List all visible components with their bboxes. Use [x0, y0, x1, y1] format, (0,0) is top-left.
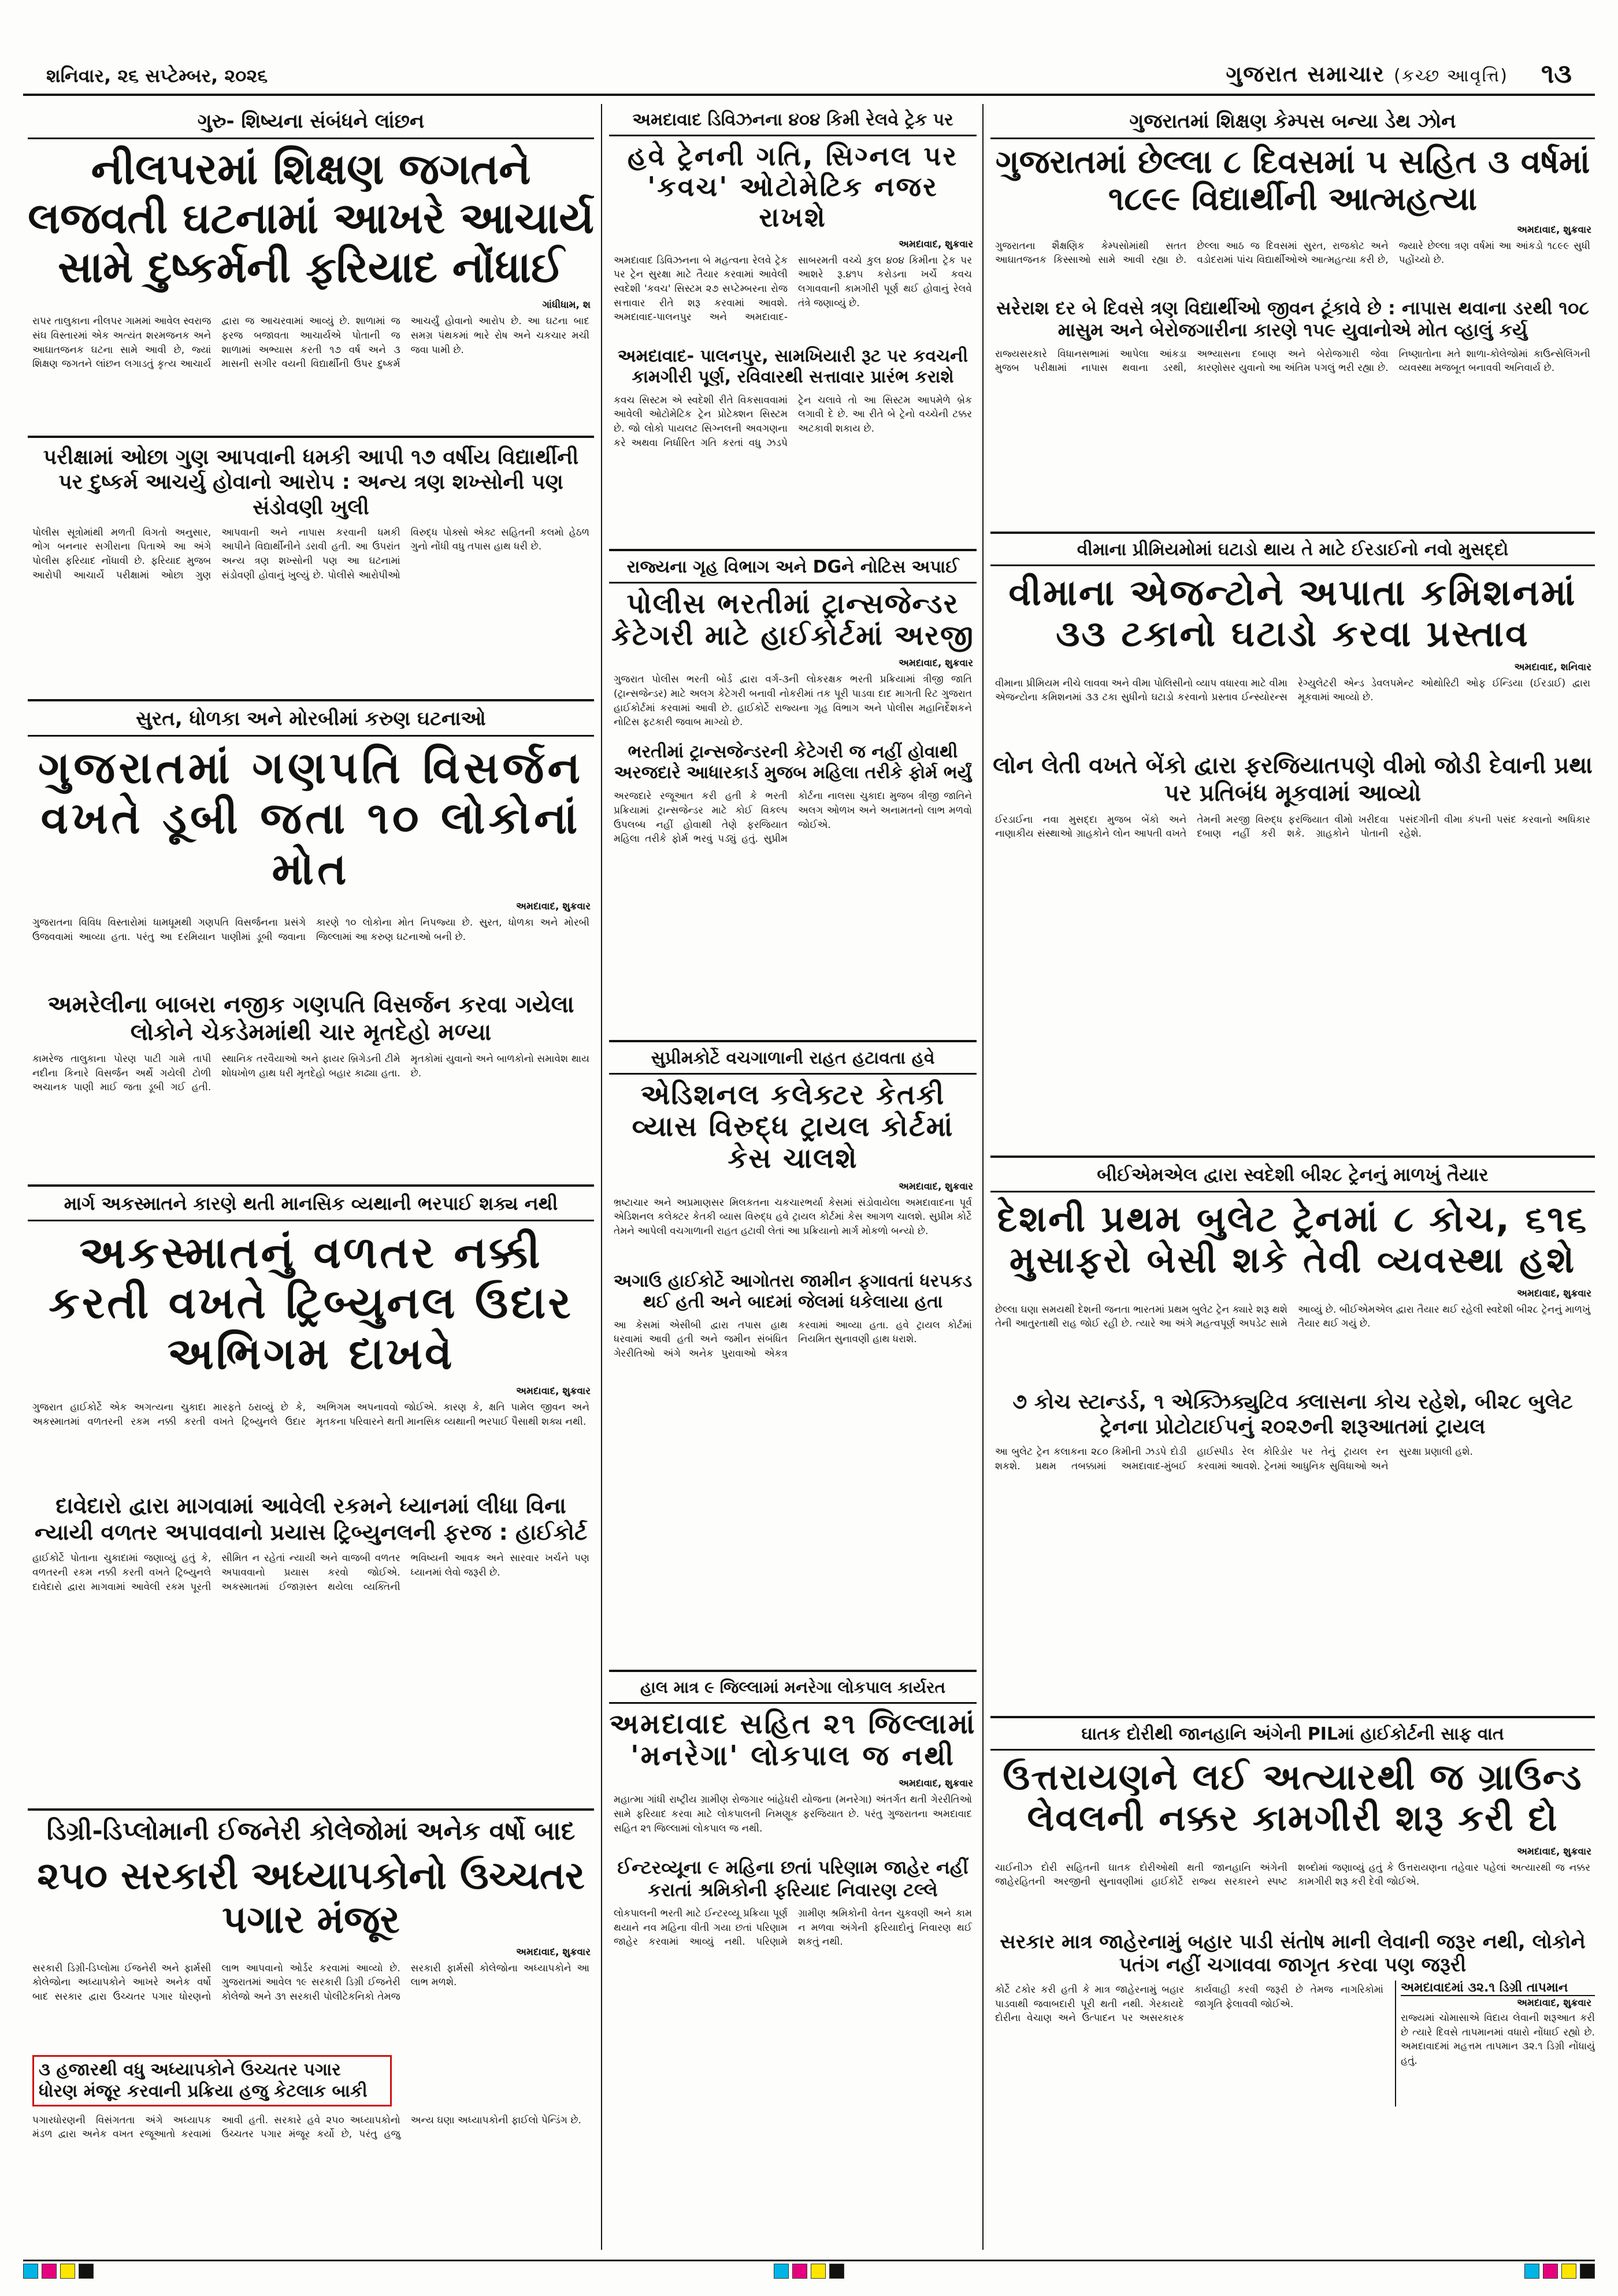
article-subhead: અગાઉ હાઈકોર્ટે આગોતરા જામીન ફગાવતાં ધરપકડ થઈ હતી અને બાદમાં જેલમાં ધકેલાયા હતા: [613, 1270, 973, 1312]
color-swatches: [23, 2264, 94, 2283]
article-subhead: દાવેદારો દ્વારા માગવામાં આવેલી રકમને ધ્યાનમાં લીધા વિના ન્યાયી વળતર અપાવવાનો પ્રયાસ ટ્રિબ્યુનલની ફરજ : હાઈકોર્ટ: [34, 1493, 588, 1545]
footer-rule: [23, 2260, 1595, 2261]
article-dateline: અમદાવાદ, શુક્રવાર: [899, 238, 973, 250]
weather-heading: અમદાવાદમાં ૩૨.૧ ડિગ્રી તાપમાન: [1401, 1981, 1595, 1996]
article-lower-row: [990, 1981, 1595, 2106]
article-body: અરજદારે રજૂઆત કરી હતી કે ભરતી પ્રક્રિયામાં ટ્રાન્સજેન્ડર માટે કોઈ વિકલ્પ ઉપલબ્ધ નહીં હોવાથી તેણે ફરજિયાત મહિલા તરીકે ફોર્મ ભરવું પડ્યું હતું. સુપ્રીમ કોર્ટના નાલસા ચુકાદા મુજબ ત્રીજી જાતિને અલગ ઓળખ અને અનામતનો લાભ મળવો જોઈએ.: [614, 790, 972, 845]
article-subhead: અમદાવાદ- પાલનપુર, સામખિયારી રૂટ પર કવચની કામગીરી પૂર્ણ, રવિવારથી સત્તાવાર પ્રારંભ કરાશે: [617, 345, 968, 387]
article-kicker: અમદાવાદ ડિવિઝનના ૪૦૪ કિમી રેલવે ટ્રેક પર: [609, 104, 977, 136]
article-headline: હવે ટ્રેનની ગતિ, સિગ્નલ પર 'કવચ' ઓટોમેટિક નજર રાખશે: [627, 140, 959, 233]
edition-label: (કચ્છ આવૃત્તિ): [1394, 66, 1508, 86]
cyan-swatch: [1524, 2264, 1539, 2279]
article-subhead: સરેરાશ દર બે દિવસે ત્રણ વિદ્યાર્થીઓ જીવન ટૂંકાવે છે : નાપાસ થવાના ડરથી ૧૦૮ માસુમ અને બેરોજગારીના કારણે ૧૫૯ યુવાનોએ મોત વ્હાલું કર્યુ: [996, 296, 1589, 341]
cyan-swatch: [774, 2264, 789, 2279]
article-dateline: અમદાવાદ, શનિવાર: [1514, 661, 1591, 673]
article-body: મહાત્મા ગાંધી રાષ્ટ્રીય ગ્રામીણ રોજગાર બાંહેધરી યોજના (મનરેગા) અંતર્ગત થતી ગેરરીતિઓ સામે ફરિયાદ કરવા માટે લોકપાલની નિમણૂક ફરજિયાત છે. પરંતુ ગુજરાતના અમદાવાદ સહિત ૨૧ જિલ્લામાં લોકપાલ જ નથી.: [614, 1794, 972, 1834]
article-dateline: અમદાવાદ, શુક્રવાર: [1517, 1845, 1591, 1857]
color-swatches: [774, 2264, 844, 2283]
article-teacher-case: [28, 104, 594, 693]
article-student-suicides: [990, 104, 1595, 520]
column-divider: [601, 104, 602, 2250]
article-body: વીમાના પ્રીમિયમ નીચે લાવવા અને વીમા પોલિસીનો વ્યાપ વધારવા માટે વીમા એજન્ટોના કમિશનમાં ૩૩ ટકા સુધીનો ઘટાડો કરવાનો પ્રસ્તાવ ઈન્સ્યોરન્સ રેગ્યુલેટરી એન્ડ ડેવલપમેન્ટ ઓથોરિટી ઓફ ઈન્ડિયા (ઈરડાઈ) દ્વારા મૂકવામાં આવ્યો છે.: [995, 677, 1590, 704]
article-body: ઈરડાઈના નવા મુસદ્દા મુજબ બેંકો અને નાણાકીય સંસ્થાઓ ગ્રાહકોને લોન આપતી વખતે તેમની મરજી વિરુદ્ધ ફરજિયાત વીમો ખરીદવા દબાણ નહીં કરી શકે. ગ્રાહકોને પોતાની પસંદગીની વીમા કંપની પસંદ કરવાનો અધિકાર રહેશે.: [995, 813, 1590, 840]
highlight-box: ૩ હજારથી વધુ અધ્યાપકોને ઉચ્ચતર પગાર ધોરણ મંજૂર કરવાની પ્રક્રિયા હજુ કેટલાક બાકી: [32, 2055, 392, 2106]
print-registration-marks: [23, 2264, 1595, 2283]
article-bullet-train: [990, 1156, 1595, 1707]
article-body: કોર્ટે ટકોર કરી હતી કે માત્ર જાહેરનામું બહાર પાડવાથી જવાબદારી પૂરી થતી નથી. ગેરકાયદે દોરીના વેચાણ અને ઉત્પાદન પર અસરકારક કાર્યવાહી કરવી જરૂરી છે તેમજ નાગરિકોમાં જાગૃતિ ફેલાવવી જોઈએ.: [995, 1984, 1383, 2024]
masthead: [23, 40, 1595, 96]
article-body: પોલીસ સૂત્રોમાંથી મળતી વિગતો અનુસાર, ભોગ બનનાર સગીરાના પિતાએ આ અંગે પોલીસ ફરિયાદ નોંધાવી છે. ફરિયાદ મુજબ આરોપી આચાર્યે પરીક્ષામાં ઓછા ગુણ આપવાની અને નાપાસ કરવાની ધમકી આપીને વિદ્યાર્થીનીને ડરાવી હતી. આ ઉપરાંત અન્ય ત્રણ શખ્સોની પણ આ ઘટનામાં સંડોવણી હોવાનું ખુલ્યું છે. પોલીસે આરોપીઓ વિરુદ્ધ પોક્સો એક્ટ સહિતની કલમો હેઠળ ગુનો નોંધી વધુ તપાસ હાથ ધરી છે.: [32, 526, 589, 581]
article-kicker: ડિગ્રી-ડિપ્લોમાની ઈજનેરી કોલેજોમાં અનેક વર્ષો બાદ: [46, 1816, 576, 1846]
article-headline: દેશની પ્રથમ બુલેટ ટ્રેનમાં ૮ કોચ, ૬૧૬ મુસાફરો બેસી શકે તેવી વ્યવસ્થા હશે: [997, 1198, 1589, 1281]
article-body: આ બુલેટ ટ્રેન કલાકના ૨૮૦ કિમીની ઝડપે દોડી શકશે. પ્રથમ તબક્કામાં અમદાવાદ-મુંબઈ હાઈસ્પીડ રેલ કોરિડોર પર તેનું ટ્રાયલ રન કરવામાં આવશે. ટ્રેનમાં આધુનિક સુવિધાઓ અને સુરક્ષા પ્રણાલી હશે.: [995, 1446, 1473, 1472]
article-engineering-faculty: [28, 1808, 594, 2227]
article-kavach: [609, 104, 977, 543]
article-body: પગારધોરણની વિસંગતતા અંગે અધ્યાપક મંડળ દ્વારા અનેક વખત રજૂઆતો કરવામાં આવી હતી. સરકારે હવે ૨૫૦ અધ્યાપકોનો ઉચ્ચતર પગાર મંજૂર કર્યો છે, પરંતુ હજુ અન્ય ઘણા અધ્યાપકોની ફાઈલો પેન્ડિંગ છે.: [32, 2114, 581, 2141]
masthead-paper-name: [1226, 61, 1508, 87]
article-dateline: અમદાવાદ, શુક્રવાર: [516, 901, 591, 913]
article-headline: એડિશનલ કલેક્ટર કેતકી વ્યાસ વિરુદ્ધ ટ્રાયલ કોર્ટમાં કેસ ચાલશે: [632, 1079, 954, 1175]
weather-dateline: અમદાવાદ, શુક્રવાર: [1517, 1997, 1591, 2009]
article-kicker: ગુરુ- શિષ્યના સંબંધને લાંછન: [28, 104, 594, 139]
column-left: [28, 104, 594, 2242]
article-headline: અમદાવાદ સહિત ૨૧ જિલ્લામાં 'મનરેગા' લોકપાલ જ નથી: [609, 1708, 977, 1773]
article-kicker: બીઈએમએલ દ્વારા સ્વદેશી બી૨૮ ટ્રેનનું માળખું તૈયાર: [990, 1158, 1595, 1192]
article-kicker: સુપ્રીમકોર્ટે વચગાળાની રાહત હટાવતા હવે: [609, 1042, 977, 1075]
article-body: હાઈકોર્ટે પોતાના ચુકાદામાં જણાવ્યું હતું કે, વળતરની રકમ નક્કી કરતી વખતે ટ્રિબ્યુનલે દાવેદારો દ્વારા માગવામાં આવેલી રકમ પૂરતી સીમિત ન રહેતાં ન્યાયી અને વાજબી વળતર અપાવવાનો પ્રયાસ કરવો જોઈએ. અકસ્માતમાં ઈજાગ્રસ્ત થયેલા વ્યક્તિની ભવિષ્યની આવક અને સારવાર ખર્ચને પણ ધ્યાનમાં લેવો જરૂરી છે.: [32, 1552, 589, 1593]
weather-body: રાજ્યમાં ચોમાસાએ વિદાય લેવાની શરૂઆત કરી છે ત્યારે દિવસે તાપમાનમાં વધારો નોંધાઈ રહ્યો છે. અમદાવાદમાં મહત્તમ તાપમાન ૩૨.૧ ડિગ્રી નોંધાયું હતું.: [1401, 2012, 1595, 2067]
article-subhead: ૭ કોચ સ્ટાન્ડર્ડ, ૧ એક્ઝિક્યુટિવ ક્લાસના કોચ રહેશે, બી૨૮ બુલેટ ટ્રેનના પ્રોટોટાઈપનું ૨૦૨૭ની શરૂઆતમાં ટ્રાયલ: [1012, 1390, 1573, 1439]
yellow-swatch: [811, 2264, 826, 2279]
color-swatches: [1524, 2264, 1595, 2283]
column-right: [990, 104, 1595, 2242]
black-swatch: [1580, 2264, 1595, 2279]
article-ketki-vyas: [609, 1040, 977, 1660]
yellow-swatch: [60, 2264, 75, 2279]
article-subhead: ભરતીમાં ટ્રાન્સજેન્ડરની કેટેગરી જ નહીં હોવાથી અરજદારે આધારકાર્ડ મુજબ મહિલા તરીકે ફોર્મ ભર્યું: [614, 742, 972, 783]
article-dateline: અમદાવાદ, શુક્રવાર: [1517, 224, 1591, 236]
article-kicker: સુરત, ધોળકા અને મોરબીમાં કરુણ ઘટનાઓ: [28, 701, 594, 737]
article-dateline: ગાંધીધામ, શ: [542, 299, 591, 311]
magenta-swatch: [792, 2264, 807, 2279]
article-ganpati-drowning: [28, 699, 594, 1175]
article-body: કામરેજ તાલુકાના પોરણ પાટી ગામે તાપી નદીના કિનારે વિસર્જન અર્થે ગયેલી ટોળી અચાનક પાણી માઈ જતા ડૂબી ગઈ હતી. સ્થાનિક તરવૈયાઓ અને ફાયર બ્રિગેડની ટીમે શોધખોળ હાથ ધરી મૃતદેહો બહાર કાઢ્યા હતા. મૃતકોમાં યુવાનો અને બાળકોનો સમાવેશ થાય છે.: [32, 1053, 589, 1094]
article-kicker: હાલ માત્ર ૯ જિલ્લામાં મનરેગા લોકપાલ કાર્યરત: [609, 1672, 977, 1704]
divider: [28, 436, 594, 438]
article-dateline: અમદાવાદ, શુક્રવાર: [899, 657, 973, 670]
yellow-swatch: [1561, 2264, 1576, 2279]
article-body: અમદાવાદ ડિવિઝનના બે મહત્વના રેલવે ટ્રેક પર ટ્રેન સુરક્ષા માટે તૈયાર કરવામાં આવેલી સ્વદેશી 'કવચ' સિસ્ટમ ૨૭ સપ્ટેમ્બરના રોજ સત્તાવાર રીતે શરૂ કરવામાં આવશે. અમદાવાદ-પાલનપુર અને અમદાવાદ-સાબરમતી વચ્ચે કુલ ૪૦૪ કિમીના ટ્રેક પર આશરે રૂ.૪૧૫ કરોડના ખર્ચે કવચ લગાવવાની કામગીરી પૂર્ણ થઈ હોવાનું રેલવે તંત્રે જણાવ્યું છે.: [614, 254, 972, 324]
weather-brief: [1395, 1981, 1595, 2106]
article-kicker: ઘાતક દોરીથી જાનહાનિ અંગેની PILમાં હાઈકોર્ટની સાફ વાત: [990, 1718, 1595, 1751]
article-kicker: વીમાના પ્રીમિયમોમાં ઘટાડો થાય તે માટે ઈરડાઈનો નવો મુસદ્દો: [990, 534, 1595, 566]
cyan-swatch: [23, 2264, 38, 2279]
article-headline: અકસ્માતનું વળતર નક્કી કરતી વખતે ટ્રિબ્યુનલ ઉદાર અભિગમ દાખવે: [49, 1227, 573, 1379]
article-kicker: માર્ગ અકસ્માતને કારણે થતી માનસિક વ્યથાની ભરપાઈ શક્ય નથી: [28, 1187, 594, 1221]
article-subhead: અમરેલીના બાબરા નજીક ગણપતિ વિસર્જન કરવા ગયેલા લોકોને ચેકડેમમાંથી ચાર મૃતદેહો મળ્યા: [47, 991, 574, 1046]
article-dateline: અમદાવાદ, શુક્રવાર: [516, 1946, 591, 1958]
article-kicker: ગુજરાતમાં શિક્ષણ કેમ્પસ બન્યા ડેથ ઝોન: [990, 104, 1595, 139]
article-body: કવચ સિસ્ટમ એ સ્વદેશી રીતે વિકસાવવામાં આવેલી ઓટોમેટિક ટ્રેન પ્રોટેક્શન સિસ્ટમ છે. જો લોકો પાયલટ સિગ્નલની અવગણના કરે અથવા નિર્ધારિત ગતિ કરતાં વધુ ઝડપે ટ્રેન ચલાવે તો આ સિસ્ટમ આપમેળે બ્રેક લગાવી દે છે. આ રીતે બે ટ્રેનો વચ્ચેની ટક્કર અટકાવી શકાય છે.: [614, 394, 972, 449]
article-subhead: પરીક્ષામાં ઓછા ગુણ આપવાની ધમકી આપી ૧૭ વર્ષીય વિદ્યાર્થીની પર દુષ્કર્મ આચર્યુ હોવાનો આરોપ : અન્ય ત્રણ શખ્સોની પણ સંડોવણી ખુલી: [43, 445, 579, 519]
article-body: ગુજરાત પોલીસ ભરતી બોર્ડ દ્વારા વર્ગ-૩ની લોકરક્ષક ભરતી પ્રક્રિયામાં ત્રીજી જાતિ (ટ્રાન્સજેન્ડર) માટે અલગ કેટેગરી બનાવી નોકરીમાં તક પૂરી પાડવા દાદ માગતી રિટ ગુજરાત હાઈકોર્ટમાં કરવામાં આવી છે. હાઈકોર્ટે રાજ્યના ગૃહ વિભાગ અને પોલીસ મહાનિર્દેશકને નોટિસ ફટકારી જવાબ માગ્યો છે.: [614, 674, 972, 729]
article-body: છેલ્લા ઘણા સમયથી દેશની જનતા ભારતમાં પ્રથમ બુલેટ ટ્રેન ક્યારે શરૂ થશે તેની આતુરતાથી રાહ જોઈ રહી છે. ત્યારે આ અંગે મહત્વપૂર્ણ અપડેટ સામે આવ્યું છે. બીઈએમએલ દ્વારા તૈયાર થઈ રહેલી સ્વદેશી બી૨૮ ટ્રેનનું માળખું તૈયાર થઈ ગયું છે.: [995, 1303, 1590, 1330]
column-middle: [609, 104, 977, 2242]
article-insurance-commission: [990, 532, 1595, 1146]
paper-name: ગુજરાત સમાચાર: [1226, 61, 1385, 87]
article-dateline: અમદાવાદ, શુક્રવાર: [1517, 1287, 1591, 1299]
magenta-swatch: [42, 2264, 57, 2279]
article-headline: પોલીસ ભરતીમાં ટ્રાન્સજેન્ડર કેટેગરી માટે હાઈકોર્ટમાં અરજી: [611, 588, 974, 652]
column-divider: [982, 104, 984, 2250]
black-swatch: [829, 2264, 844, 2279]
article-body: રાપર તાલુકાના નીલપર ગામમાં આવેલ સ્વરાજ સંઘ વિસ્તારમાં એક અત્યંત શરમજનક અને આઘાતજનક ઘટના સામે આવી છે, જ્યાં શિક્ષણ જગતને લાંછન લગાડતું કૃત્ય આચાર્ય દ્વારા જ આચરવામાં આવ્યું છે. શાળામાં જ ફરજ બજાવતા આચાર્યએ પોતાની જ શાળામાં અભ્યાસ કરતી ૧૭ વર્ષ અને ૩ માસની સગીર વયની વિદ્યાર્થીની ઉપર દુષ્કર્મ આચર્યું હોવાનો આરોપ છે. આ ઘટના બાદ સમગ્ર પંથકમાં ભારે રોષ અને ચકચાર મચી જવા પામી છે.: [32, 315, 589, 370]
article-dateline: અમદાવાદ, શુક્રવાર: [899, 1180, 973, 1192]
article-headline: નીલપરમાં શિક્ષણ જગતને લજવતી ઘટનામાં આખરે આચાર્ય સામે દુષ્કર્મની ફરિયાદ નોંધાઈ: [28, 144, 594, 293]
article-headline: ગુજરાતમાં છેલ્લા ૮ દિવસમાં ૫ સહિત ૩ વર્ષમાં ૧૮૯૯ વિદ્યાર્થીની આત્મહત્યા: [995, 143, 1590, 218]
article-body: ચાઈનીઝ દોરી સહિતની ઘાતક દોરીઓથી થતી જાનહાનિ અંગેની જાહેરહિતની અરજીની સુનાવણીમાં હાઈકોર્ટે રાજ્ય સરકારને સ્પષ્ટ શબ્દોમાં જણાવ્યું હતું કે ઉત્તરાયણના તહેવાર પહેલાં અત્યારથી જ નક્કર કામગીરી શરૂ કરી દેવી જોઈએ.: [995, 1862, 1590, 1888]
article-headline: ગુજરાતમાં ગણપતિ વિસર્જન વખતે ડૂબી જતા ૧૦ લોકોનાં મોત: [38, 742, 584, 894]
page-number: ૧૩: [1541, 58, 1572, 89]
article-subhead: ઈન્ટરવ્યૂના ૯ મહિના છતાં પરિણામ જાહેર નહીં કરાતાં શ્રમિકોની ફરિયાદ નિવારણ ટલ્લે: [617, 1856, 968, 1901]
article-body: ગુજરાત હાઈકોર્ટે એક અગત્યના ચુકાદા મારફતે ઠરાવ્યું છે કે, અકસ્માતમાં વળતરની રકમ નક્કી કરતી વખતે ટ્રિબ્યુનલે ઉદાર અભિગમ અપનાવવો જોઈએ. કારણ કે, ક્ષતિ પામેલ જીવન અને મૃતકના પરિવારને થતી માનસિક વ્યથાની ભરપાઈ પૈસાથી શક્ય નથી.: [32, 1402, 589, 1428]
article-body: આ કેસમાં એસીબી દ્વારા તપાસ હાથ ધરવામાં આવી હતી અને જમીન સંબંધિત ગેરરીતિઓ અંગે અનેક પુરાવાઓ એકત્ર કરવામાં આવ્યા હતા. હવે ટ્રાયલ કોર્ટમાં નિયમિત સુનાવણી હાથ ધરાશે.: [614, 1319, 972, 1359]
article-subhead: સરકાર માત્ર જાહેરનામું બહાર પાડી સંતોષ માની લેવાની જરૂર નથી, લોકોને પતંગ નહીં ચગાવવા જાગૃત કરવા પણ જરૂરી: [1000, 1930, 1586, 1977]
article-dateline: અમદાવાદ, શુક્રવાર: [899, 1778, 973, 1790]
article-body: સરકારી ડિગ્રી-ડિપ્લોમા ઈજનેરી અને ફાર્મસી કોલેજોના અધ્યાપકોને આખરે અનેક વર્ષો બાદ સરકાર દ્વારા ઉચ્ચતર પગાર ધોરણનો લાભ આપવાનો ઓર્ડર કરવામાં આવ્યો છે. ગુજરાતમાં આવેલ ૧૯ સરકારી ડિગ્રી ઈજનેરી કોલેજો અને ૩૧ સરકારી પોલીટેકનિકો તેમજ સરકારી ફાર્મસી કોલેજોના અધ્યાપકોને આ લાભ મળશે.: [32, 1962, 589, 2003]
article-body: ગુજરાતના વિવિધ વિસ્તારોમાં ધામધૂમથી ગણપતિ વિસર્જનના પ્રસંગે ઉજવવામાં આવ્યા હતા. પરંતુ આ દરમિયાન પાણીમાં ડૂબી જવાના કારણે ૧૦ લોકોના મોત નિપજ્યા છે. સુરત, ધોળકા અને મોરબી જિલ્લામાં આ કરુણ ઘટનાઓ બની છે.: [32, 917, 589, 943]
article-dateline: અમદાવાદ, શુક્રવાર: [516, 1385, 591, 1398]
article-body: ભ્રષ્ટાચાર અને અપ્રમાણસર મિલકતના ચકચારભર્યા કેસમાં સંડોવાયેલા અમદાવાદના પૂર્વ એડિશનલ કલેક્ટર કેતકી વ્યાસ વિરુદ્ધ હવે ટ્રાયલ કોર્ટમાં કેસ આગળ ચાલશે. સુપ્રીમ કોર્ટે તેમને આપેલી વચગાળાની રાહત હટાવી લેતાં આ પ્રક્રિયાનો માર્ગ મોકળો બન્યો છે.: [614, 1197, 972, 1237]
article-headline: ઉત્તરાયણને લઈ અત્યારથી જ ગ્રાઉન્ડ લેવલની નક્કર કામગીરી શરૂ કરી દો: [1003, 1756, 1583, 1840]
article-headline: ૨૫૦ સરકારી અધ્યાપકોનો ઉચ્ચતર પગાર મંજૂર: [37, 1853, 585, 1942]
article-accident-compensation: [28, 1184, 594, 1799]
article-body: ગુજરાતના શૈક્ષણિક કેમ્પસોમાંથી સતત આઘાતજનક કિસ્સાઓ સામે આવી રહ્યા છે. છેલ્લા આઠ જ દિવસમાં સુરત, રાજકોટ અને વડોદરામાં પાંચ વિદ્યાર્થીઓએ આત્મહત્યા કરી છે, જ્યારે છેલ્લા ત્રણ વર્ષમાં આ આંકડો ૧૮૯૯ સુધી પહોંચ્યો છે.: [995, 240, 1590, 266]
article-body: રાજ્યસરકારે વિધાનસભામાં આપેલા આંકડા મુજબ પરીક્ષામાં નાપાસ થવાના ડરથી, અભ્યાસના દબાણ અને બેરોજગારી જેવા કારણોસર યુવાનો આ અંતિમ પગલું ભરી રહ્યા છે. નિષ્ણાતોના મતે શાળા-કોલેજોમાં કાઉન્સેલિંગની વ્યવસ્થા મજબૂત બનાવવી અનિવાર્ય છે.: [995, 348, 1590, 374]
article-uttarayan-pil: [990, 1716, 1595, 2227]
black-swatch: [79, 2264, 94, 2279]
article-manrega: [609, 1670, 977, 2227]
article-kicker: રાજ્યના ગૃહ વિભાગ અને DGને નોટિસ અપાઈ: [609, 551, 977, 584]
article-subhead: લોન લેતી વખતે બેંકો દ્વારા ફરજિયાતપણે વીમો જોડી દેવાની પ્રથા પર પ્રતિબંધ મૂકવામાં આવ્યો: [993, 752, 1593, 807]
article-transgender-police: [609, 549, 977, 1031]
magenta-swatch: [1543, 2264, 1558, 2279]
masthead-date: શનિવાર, ૨૬ સપ્ટેમ્બર, ૨૦૨૬: [46, 65, 268, 87]
article-body: લોકપાલની ભરતી માટે ઈન્ટરવ્યૂ પ્રક્રિયા પૂર્ણ થયાને નવ મહિના વીતી ગયા છતાં પરિણામ જાહેર કરવામાં આવ્યું નથી. પરિણામે ગ્રામીણ શ્રમિકોની વેતન ચુકવણી અને કામ ન મળવા અંગેની ફરિયાદોનું નિવારણ થઈ શકતું નથી.: [614, 1908, 972, 1948]
article-headline: વીમાના એજન્ટોને અપાતા કમિશનમાં ૩૩ ટકાનો ઘટાડો કરવા પ્રસ્તાવ: [1008, 571, 1577, 655]
